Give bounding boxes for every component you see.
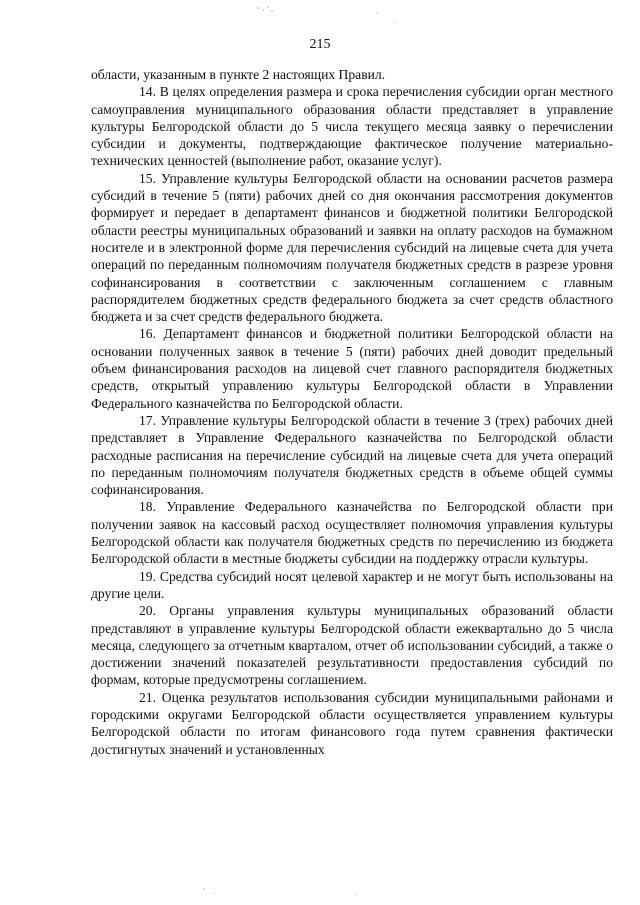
- paragraph-17: 17. Управление культуры Белгородской области в течение 3 (трех) рабочих дней представляет в Управление Федерального казначейства по Белгородской области расходные расписания на перечисление субсидий на лицевые счета для учета операций по переданным полномочиям получателя бюджетных средств в объеме общей суммы софинансирования.: [91, 412, 613, 498]
- page-number: 215: [309, 37, 331, 52]
- paragraph-continuation: области, указанным в пункте 2 настоящих Правил.: [91, 67, 386, 82]
- paragraph-20: 20. Органы управления культуры муниципальных образований области представляют в управление культуры Белгородской области ежеквартально до 5 числа месяца, следующего за отчетным кварталом, отчет об использовании субсидий, а также о достижении значений показателей результативности предоставления субсидий по формам, которые предусмотрены соглашением.: [91, 603, 613, 688]
- paragraph-16: 16. Департамент финансов и бюджетной политики Белгородской области на основании полученных заявок в течение 5 (пяти) рабочих дней доводит предельный объем финансирования расходов на лицевой счет главного распорядителя бюджетных средств, открытый управлению культуры Белгородской области в Управлении Федерального казначейства по Белгородской области.: [91, 326, 613, 411]
- paragraph-14: 14. В целях определения размера и срока перечисления субсидии орган местного самоуправления муниципального образования области представляет в управление культуры Белгородской области до 5 числа текущего месяца заявку о перечислении субсидии и документы, подтверждающие фактическое получение материально-технических ценностей (выполнение работ, оказание услуг).: [91, 84, 613, 169]
- paragraph-15: 15. Управление культуры Белгородской области на основании расчетов размера субсидий в течение 5 (пяти) рабочих дней со дня окончания рассмотрения документов формирует и передает в департамент финансов и бюджетной политики Белгородской области реестры муниципальных образований и заявки на оплату расходов на бумажном носителе и в электронной форме для перечисления субсидий на лицевые счета для учета операций по переданным полномочиям получателя бюджетных средств в разрезе уровня софинансирования в соответствии с заключенным соглашением с главным распорядителем бюджетных средств федерального бюджета за счет средств областного бюджета и за счет средств федерального бюджета.: [91, 170, 613, 325]
- paragraph-19: 19. Средства субсидий носят целевой характер и не могут быть использованы на другие цели.: [91, 568, 613, 601]
- document-body: [91, 66, 613, 758]
- paragraph-18: 18. Управление Федерального казначейства по Белгородской области при получении заявок на кассовый расход осуществляет полномочия управления культуры Белгородской области как получателя бюджетных средств по перечислению из бюджета Белгородской области в местные бюджеты субсидии на поддержку отрасли культуры.: [91, 499, 613, 567]
- paragraph-21: 21. Оценка результатов использования субсидии муниципальными районами и городскими округами Белгородской области осуществляется управлением культуры Белгородской области по итогам финансового года путем сравнения фактически достигнутых значений и установленных: [91, 689, 613, 757]
